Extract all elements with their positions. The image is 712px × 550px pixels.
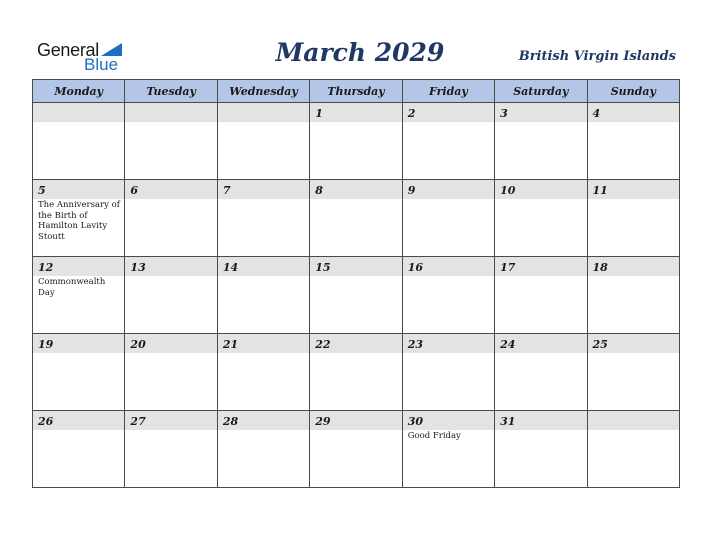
day-number: 14 [222, 261, 239, 274]
day-cell [125, 411, 217, 488]
day-number-band [218, 103, 309, 122]
day-number: 18 [592, 261, 608, 274]
day-cell [587, 180, 679, 257]
day-number: 15 [315, 261, 331, 274]
day-cell [495, 411, 587, 488]
week-row [33, 334, 680, 411]
day-number-band [495, 103, 586, 122]
day-number: 12 [38, 261, 54, 274]
day-cell [587, 411, 679, 488]
day-number-band [310, 103, 401, 122]
day-number: 7 [222, 184, 231, 197]
weekday-header: Monday [33, 80, 125, 103]
holiday-label: The Anniversary of the Birth of Hamilton Lavity Stoutt [38, 200, 120, 242]
day-number: 2 [407, 107, 416, 120]
day-number: 11 [592, 184, 608, 197]
day-number: 10 [500, 184, 516, 197]
day-cell [495, 103, 587, 180]
calendar-grid [32, 79, 680, 488]
day-cell [310, 334, 402, 411]
day-number: 22 [315, 338, 331, 351]
day-cell [217, 411, 309, 488]
day-number: 1 [315, 107, 323, 120]
day-cell [125, 257, 217, 334]
day-cell [33, 180, 125, 257]
day-cell [217, 180, 309, 257]
day-number: 13 [130, 261, 146, 274]
day-number: 16 [407, 261, 423, 274]
day-cell [33, 103, 125, 180]
day-cell [33, 334, 125, 411]
page-title: March 2029 [275, 38, 445, 67]
day-number: 4 [592, 107, 601, 120]
day-number: 3 [500, 107, 508, 120]
day-cell [587, 257, 679, 334]
day-cell [402, 411, 494, 488]
weekday-header: Tuesday [125, 80, 217, 103]
day-cell [217, 257, 309, 334]
day-cell [125, 103, 217, 180]
day-number-band [588, 103, 679, 122]
day-number: 24 [500, 338, 516, 351]
day-number: 31 [500, 415, 516, 428]
day-number: 27 [130, 415, 146, 428]
country-name: British Virgin Islands [518, 49, 676, 64]
day-cell [495, 180, 587, 257]
day-cell [33, 257, 125, 334]
day-cell [402, 103, 494, 180]
day-number: 26 [38, 415, 54, 428]
holiday-label: Commonwealth Day [38, 277, 106, 298]
day-number: 9 [407, 184, 416, 197]
day-number: 21 [222, 338, 239, 351]
day-cell [495, 257, 587, 334]
day-cell [310, 257, 402, 334]
week-row [33, 103, 680, 180]
day-cell [587, 334, 679, 411]
day-number-band [125, 103, 216, 122]
day-cell [125, 334, 217, 411]
day-number-band [403, 103, 494, 122]
weekday-header: Thursday [310, 80, 402, 103]
day-cell [495, 334, 587, 411]
weekday-header: Wednesday [217, 80, 309, 103]
day-cell [310, 411, 402, 488]
day-cell [402, 180, 494, 257]
day-number-band [33, 103, 124, 122]
weekday-header-row [33, 80, 680, 103]
day-number-band [125, 180, 216, 199]
week-row [33, 180, 680, 257]
day-cell [402, 257, 494, 334]
day-number: 30 [407, 415, 423, 428]
day-cell [217, 103, 309, 180]
day-number: 8 [315, 184, 323, 197]
day-number-band [33, 180, 124, 199]
day-cell [33, 411, 125, 488]
week-row [33, 257, 680, 334]
weekday-header: Saturday [495, 80, 587, 103]
day-number-band [218, 180, 309, 199]
day-cell [310, 103, 402, 180]
day-number: 17 [500, 261, 516, 274]
day-number-band [403, 180, 494, 199]
weekday-header: Friday [402, 80, 494, 103]
day-number: 28 [222, 415, 239, 428]
day-number: 20 [130, 338, 146, 351]
week-row [33, 411, 680, 488]
day-cell [402, 334, 494, 411]
day-number-band [310, 180, 401, 199]
day-cell [587, 103, 679, 180]
day-number: 25 [592, 338, 608, 351]
day-number: 23 [407, 338, 423, 351]
logo-blue-text: Blue [84, 55, 119, 74]
day-number-band [588, 411, 679, 430]
day-cell [125, 180, 217, 257]
weekday-header: Sunday [587, 80, 679, 103]
day-number: 29 [315, 415, 331, 428]
holiday-label: Good Friday [407, 431, 461, 441]
logo [37, 40, 127, 74]
day-number: 6 [130, 184, 139, 197]
logo-general-text: General [37, 40, 99, 60]
day-number: 19 [38, 338, 54, 351]
day-number: 5 [38, 184, 46, 197]
day-cell [217, 334, 309, 411]
day-cell [310, 180, 402, 257]
